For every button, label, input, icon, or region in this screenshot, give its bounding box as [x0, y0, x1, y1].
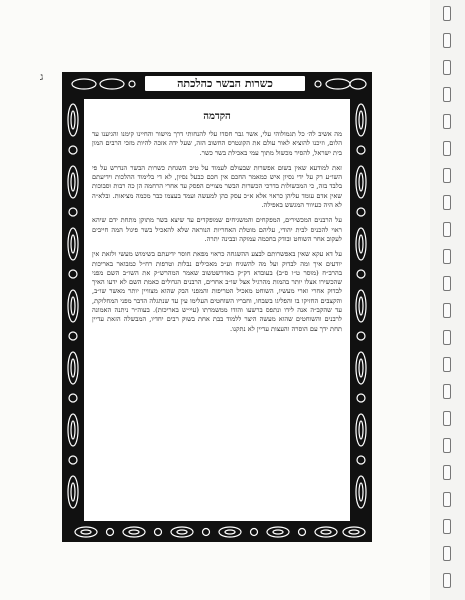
spiral-ring [443, 465, 451, 480]
document-title: כשרות הבשר כהלכתה [177, 77, 273, 90]
spiral-ring [443, 357, 451, 372]
spiral-ring [443, 519, 451, 534]
spiral-ring [443, 33, 451, 48]
spiral-ring [443, 573, 451, 588]
section-heading: הקדמה [203, 111, 231, 122]
spiral-ring [443, 87, 451, 102]
spiral-ring [443, 276, 451, 291]
spiral-ring [443, 384, 451, 399]
spiral-ring [443, 492, 451, 507]
spiral-ring [443, 438, 451, 453]
spiral-ring [443, 195, 451, 210]
text-panel [84, 99, 350, 521]
spiral-ring [443, 114, 451, 129]
paragraph: מה אשיב לה׳ כל תגמולוהי עלי, אשר גבר חסדו עלי להנחותי דרך מישור והחיינו קימנו והגיענו עד הלום, וזיכנו להוציא לאור עולם את הקונטרס החשוב הזה, שעל ידה אזכה להיות מזכי הרבים המון בית ישראל, להסיר מכשול מתוך עמי באכילת בשר כשר. [92, 130, 342, 157]
decorative-frame [62, 72, 372, 542]
spiral-ring [443, 411, 451, 426]
paragraph: על דא עקא שאין באפשרותם לבצע ההשגחה כראוי מפאת חוסר ידיעתם בשימוש מעשי ולזאת אין יודעים איך ומה לבדוק ועל מה להשגיח וע״כ מאכילים נבלות וטרפות רח״ל כמבואר באריכות בהרב״ח (מוסר ט״ו ס״ב) בעובדא דק״ק באדרשטשוב שאמר המהרש״ק את השו״ב השם מפני שהכשירו אצלו יותר בהמות מהרגיל אצל שו״ב אחרים, הרבנים הגדולים כאמת השם לא ידעו האיך לבדוק אחרי וארי מעשיו, השוחט מאכיל הטריפות והמפני הבק שהוא מצוויין יותר מאשר שו״ב, והקצבים החזיקו בו והפליגו בשבחו, וחבריו השוחטים העלימו עין עד שנתגלה הדבר מפני המחלוקת, עד שהקב״ה אנה לידו ונתפס ברשעו והודו ממשמרתו (עיי״ש באריכות). בעוה״ר ניתנה האמונה לרבנים והשוחטים שהוא מעשה היצר ללמוד בבת אחת בשוק רבים יחדיו, המבשלה הזאת עדיין תחת ידך עם הוסרה והעצות עדיין לא נתקנו. [92, 250, 342, 333]
spiral-ring [443, 249, 451, 264]
spiral-ring [443, 303, 451, 318]
spiral-ring [443, 330, 451, 345]
spiral-ring [443, 222, 451, 237]
paragraph: על הרבנים המכשירים, המפקחים והמשגיחים שמופקדים עד שיצא בשר מתוקן מתחת ידם שיהא ראוי להכניס לבית יהודי, עליהם מוטלת האחריות הנוראה שלא להאכיל בשר פיגול המה חייבים לעקוב אחר השוחט ובודק בחכמה עמוקה ובבינה יתרה. [92, 216, 342, 243]
paragraph: זאת למודעא שאין בשום אפשרות שבעולם לעמוד על טיב השגחת כשרות הבשר הנדרש על פי השו״ע רק על ידי נסיון איש כמאמר החכם אין חכם כבעל נסיון, לא די בלימוד ההלכות וידיעתם בלבד בזה, כי המכשולות בדרכי הכשרות הבשר מצויים הפסק עד אחרי הרחמה הן כה רבות וסבוכות שאין אדם עומד עליהן כראוי אלא א״כ עסק כהן למעשה ועמד בעצמו כבר מכמה מציאות. ובלא״ה לא היה כעיוור המגשש באפילה. [92, 163, 342, 210]
spiral-ring [443, 141, 451, 156]
title-banner [144, 75, 306, 92]
spiral-binding [430, 0, 465, 600]
spiral-ring [443, 60, 451, 75]
spiral-ring [443, 168, 451, 183]
spiral-ring [443, 6, 451, 21]
spiral-ring [443, 546, 451, 561]
page-number: ג [40, 72, 44, 83]
